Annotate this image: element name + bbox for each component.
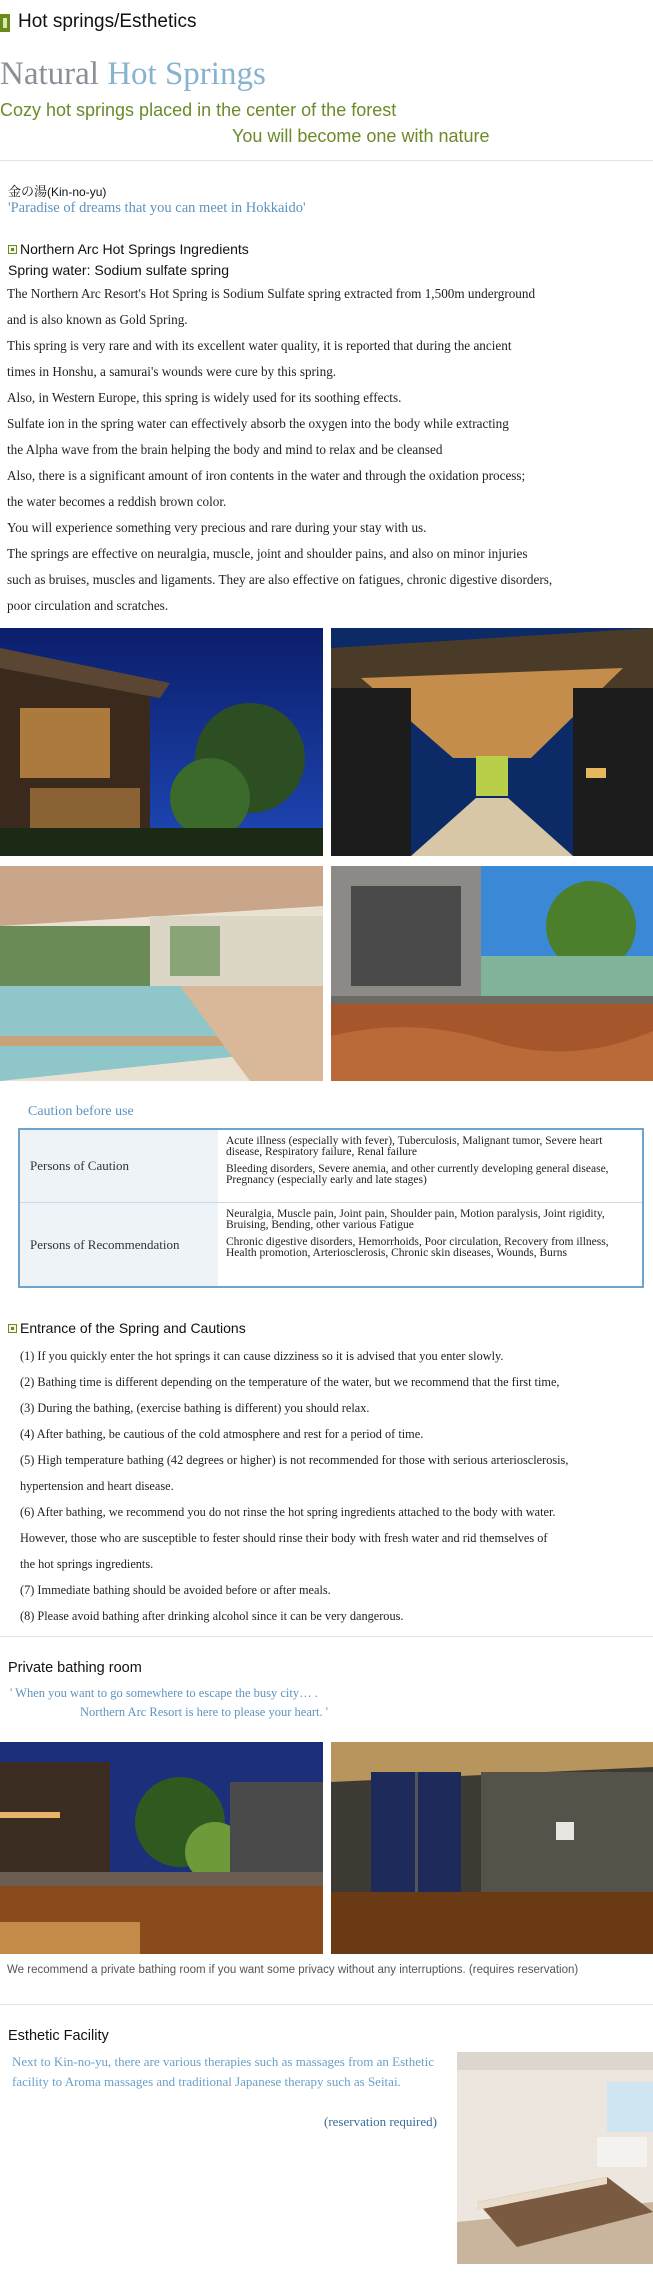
entrance-line: (5) High temperature bathing (42 degrees or higher) is not recommended for those with serious arteriosclerosis,	[20, 1453, 569, 1467]
ingredients-line: times in Honshu, a samurai's wounds were cure by this spring.	[7, 364, 337, 379]
entrance-heading: Entrance of the Spring and Cautions	[20, 1320, 246, 1336]
kinnoyu-heading	[8, 181, 106, 200]
kinnoyu-heading-en: (Kin-no-yu)	[47, 185, 107, 199]
ingredients-line: Sulfate ion in the spring water can effectively absorb the oxygen into the body while extracting	[7, 416, 509, 431]
hero-title-natural: Natural	[0, 56, 99, 92]
private-note: We recommend a private bathing room if you want some privacy without any interruptions. (requires reservation)	[7, 1964, 579, 1976]
entrance-line: (7) Immediate bathing should be avoided before or after meals.	[20, 1583, 331, 1597]
private-heading: Private bathing room	[8, 1660, 142, 1676]
divider	[0, 1636, 653, 1637]
caution-table	[18, 1128, 644, 1288]
hero-subtitle-2: You will become one with nature	[232, 126, 490, 146]
ingredients-line: You will experience something very precious and rare during your stay with us.	[7, 520, 427, 535]
ingredients-line: and is also known as Gold Spring.	[7, 312, 188, 327]
caution-title: Caution before use	[28, 1104, 134, 1119]
entrance-text	[20, 1343, 650, 1629]
private-quote-1: ' When you want to go somewhere to escape the busy city… .	[10, 1686, 318, 1700]
hero-subtitle-1: Cozy hot springs placed in the center of the forest	[0, 100, 397, 120]
entrance-line: (8) Please avoid bathing after drinking alcohol since it can be very dangerous.	[20, 1609, 404, 1623]
esthetic-text: Next to Kin-no-yu, there are various therapies such as massages from an Esthetic facility to Aroma massages and traditional Japanese therapy such as Seitai.	[12, 2054, 435, 2089]
photo-outdoor-bath	[331, 866, 653, 1081]
ingredients-line: The Northern Arc Resort's Hot Spring is Sodium Sulfate spring extracted from 1,500m underground	[7, 286, 536, 301]
recommendation-row-value	[226, 1209, 636, 1265]
kinnoyu-tagline: 'Paradise of dreams that you can meet in Hokkaido'	[8, 200, 306, 216]
recommendation-row-label: Persons of Recommendation	[20, 1203, 218, 1286]
caution-row-value	[226, 1136, 636, 1192]
entrance-line: (2) Bathing time is different depending on the temperature of the water, but we recommend that the first time,	[20, 1375, 560, 1389]
recommendation-value-line: Chronic digestive disorders, Hemorrhoids, Poor circulation, Recovery from illness, Health promotion, Arteriosclerosis, Chronic skin diseases, Wounds, Burns	[226, 1236, 609, 1259]
photo-private-bath-outdoor	[0, 1742, 323, 1954]
photo-esthetic-room	[457, 2052, 653, 2264]
ingredients-line: This spring is very rare and with its excellent water quality, it is reported that during the ancient	[7, 338, 512, 353]
divider	[0, 160, 653, 161]
ingredients-line: Also, in Western Europe, this spring is widely used for its soothing effects.	[7, 390, 402, 405]
recommendation-value-line: Neuralgia, Muscle pain, Joint pain, Shoulder pain, Motion paralysis, Joint rigidity, Bruising, Bending, other various Fatigue	[226, 1208, 605, 1231]
entrance-line: (3) During the bathing, (exercise bathing is different) you should relax.	[20, 1401, 370, 1415]
divider	[0, 2004, 653, 2005]
photo-corridor	[331, 628, 653, 856]
entrance-line: hypertension and heart disease.	[20, 1479, 174, 1493]
ingredients-subheading: Spring water: Sodium sulfate spring	[8, 262, 229, 278]
entrance-line: (4) After bathing, be cautious of the cold atmosphere and rest for a period of time.	[20, 1427, 424, 1441]
ingredients-text	[7, 281, 647, 619]
esthetic-heading: Esthetic Facility	[8, 2028, 109, 2044]
kinnoyu-heading-jp: 金の湯	[8, 184, 48, 199]
ingredients-line: the Alpha wave from the brain helping the body and mind to relax and be cleansed	[7, 442, 443, 457]
photo-private-bath-indoor	[331, 1742, 653, 1954]
ingredients-line: poor circulation and scratches.	[7, 598, 169, 613]
entrance-line: the hot springs ingredients.	[20, 1557, 154, 1571]
entrance-line: However, those who are susceptible to fester should rinse their body with fresh water and rid themselves of	[20, 1531, 548, 1545]
esthetic-reservation: (reservation required)	[324, 2114, 437, 2129]
ingredients-line: Also, there is a significant amount of iron contents in the water and through the oxidation process;	[7, 468, 526, 483]
bullet-icon	[8, 245, 17, 254]
ingredients-heading: Northern Arc Hot Springs Ingredients	[20, 241, 249, 257]
photo-indoor-bath	[0, 866, 323, 1081]
hero-title	[0, 56, 266, 93]
photo-exterior-night	[0, 628, 323, 856]
ingredients-line: The springs are effective on neuralgia, muscle, joint and shoulder pains, and also on minor injuries	[7, 546, 528, 561]
hero-title-hot-springs: Hot Springs	[107, 56, 266, 92]
caution-value-line: Bleeding disorders, Severe anemia, and other currently developing general disease, Pregnancy (especially early and late stages)	[226, 1163, 609, 1186]
table-row	[20, 1203, 642, 1286]
table-row	[20, 1130, 642, 1202]
section-marker-icon	[0, 14, 10, 32]
entrance-line: (6) After bathing, we recommend you do not rinse the hot spring ingredients attached to the body with water.	[20, 1505, 556, 1519]
bullet-icon	[8, 1324, 17, 1333]
private-quote-2: Northern Arc Resort is here to please your heart. '	[80, 1705, 329, 1719]
page-title: Hot springs/Esthetics	[18, 11, 197, 32]
ingredients-line: the water becomes a reddish brown color.	[7, 494, 227, 509]
entrance-line: (1) If you quickly enter the hot springs it can cause dizziness so it is advised that you enter slowly.	[20, 1349, 504, 1363]
caution-value-line: Acute illness (especially with fever), Tuberculosis, Malignant tumor, Severe heart disease, Respiratory failure, Renal failure	[226, 1135, 603, 1158]
ingredients-line: such as bruises, muscles and ligaments. They are also effective on fatigues, chronic digestive disorders,	[7, 572, 553, 587]
caution-row-label: Persons of Caution	[20, 1130, 218, 1202]
